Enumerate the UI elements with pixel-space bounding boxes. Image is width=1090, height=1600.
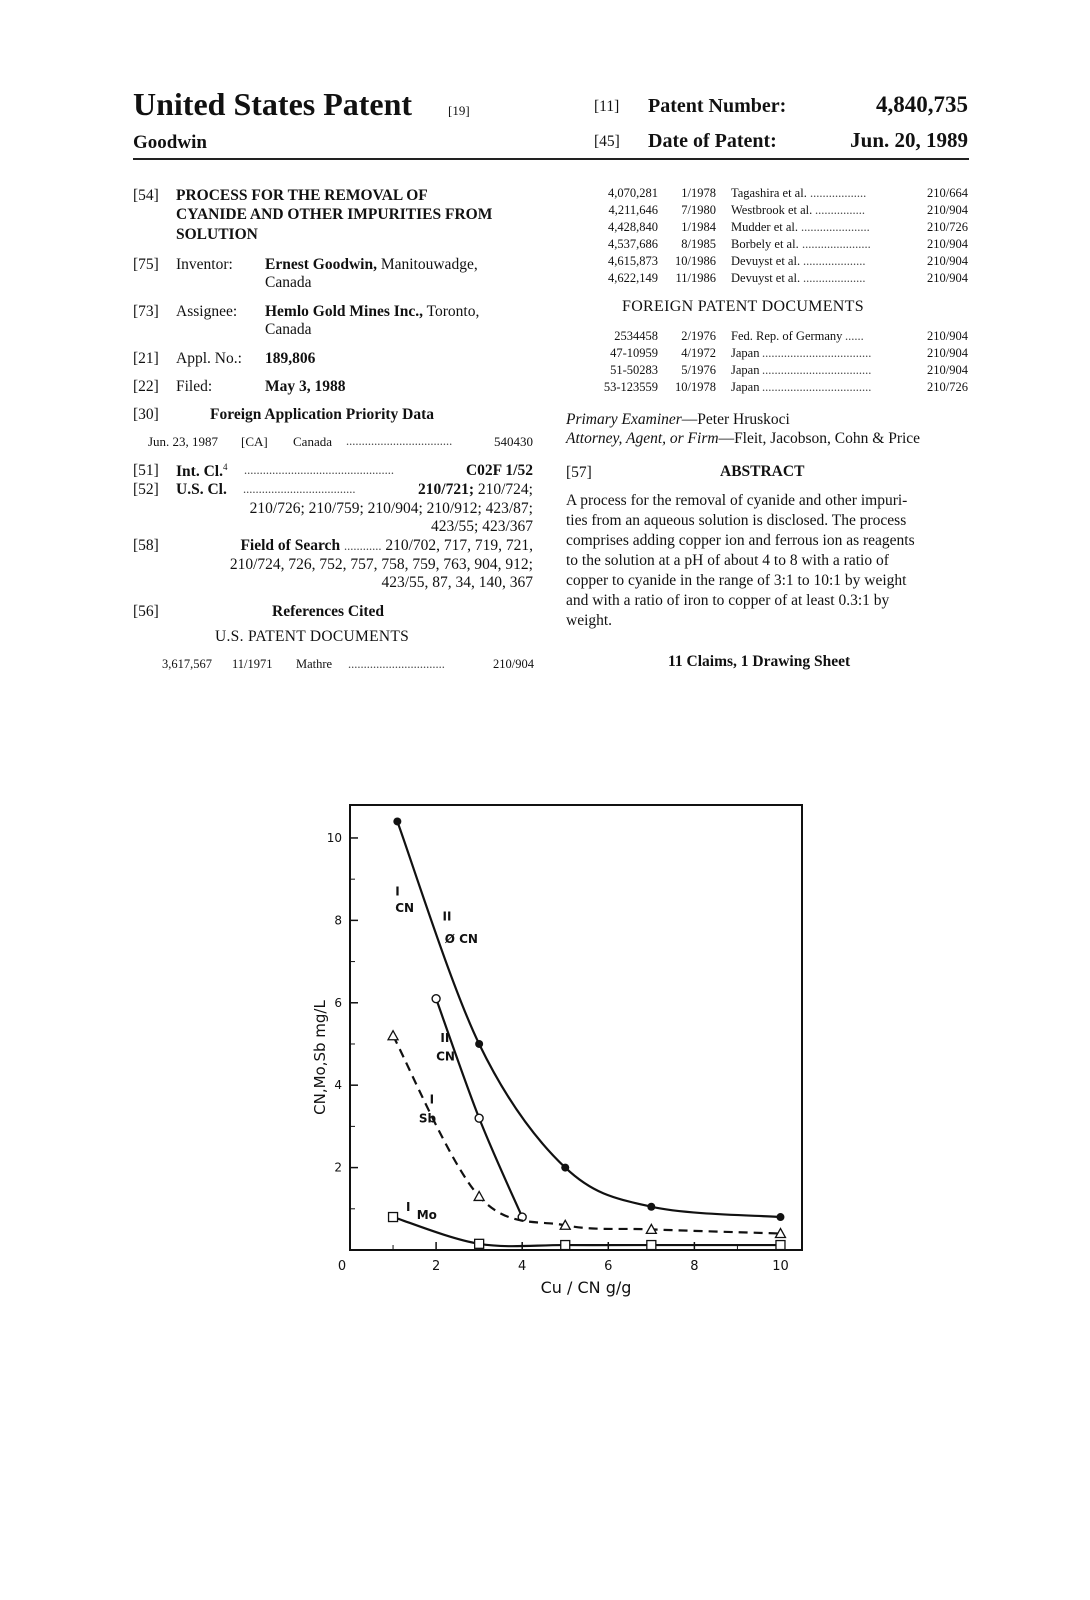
curve-annotation: Ø CN [444,932,478,947]
doc-name: Japan [731,346,760,360]
doc-dots: ................................... [762,346,872,360]
priority-country-code: [CA] [241,434,268,449]
data-point [776,1241,785,1250]
abstract-heading: ABSTRACT [720,463,805,480]
field-30-code: [30] [133,406,159,423]
inventor-label: Inventor: [176,256,233,273]
doc-name: Japan [731,380,760,394]
doc-date: 8/1985 [681,237,716,251]
doc-number: 4,211,646 [608,203,658,217]
abstract-line: and with a ratio of iron to copper of at least 0.3:1 by [566,592,890,609]
table-row [596,345,968,362]
field-52-code: [52] [133,481,159,498]
series-line-3 [393,1036,780,1234]
doc-dots: ................................... [762,363,872,377]
curve-annotation: I [395,884,400,899]
patent-number-label: Patent Number: [648,95,787,117]
field-search-label: Field of Search [240,537,341,554]
curve-annotation: Mo [416,1208,437,1223]
data-point [475,1239,484,1248]
title-code: [19] [448,103,470,118]
abstract-line: weight. [566,612,613,629]
attorney-line [566,430,920,448]
doc-date: 10/1978 [675,380,716,394]
doc-dots: .................. [810,186,867,200]
patent-date: Jun. 20, 1989 [850,128,968,152]
appl-label: Appl. No.: [176,350,242,367]
data-point [474,1191,484,1200]
filed-label: Filed: [176,378,213,395]
data-point [393,817,401,825]
date-label: Date of Patent: [648,130,777,152]
inventor-surname: Goodwin [133,132,207,153]
examiner-line [566,411,790,429]
assignee-label: Assignee: [176,303,238,320]
y-tick-label: 8 [334,913,342,928]
int-cl-value: C02F 1/52 [465,462,533,479]
priority-dots: .................................. [346,434,453,448]
doc-number: 51-50283 [610,363,658,377]
us-cl-line-1 [418,481,533,499]
y-axis-title: CN,Mo,Sb mg/L [311,1000,329,1115]
us-cl-main: 210/721; [418,481,474,498]
assignee-line-1 [265,303,479,321]
doc-number: 4,615,873 [608,254,658,268]
doc-dots: ...... [845,329,864,343]
doc-dots: ................................... [762,380,872,394]
doc-class: 210/726 [927,380,968,394]
us-cl-rest: 210/724; [474,481,533,498]
data-point [475,1040,483,1048]
abstract-line: to the solution at a pH of about 4 to 8 with a ratio of [566,552,889,569]
doc-class: 210/726 [927,220,968,234]
y-tick-label: 10 [326,830,342,845]
table-row [162,656,534,673]
doc-dots: .................... [803,271,866,285]
y-tick-label: 2 [334,1160,342,1175]
int-cl-edition: 4 [222,462,228,472]
y-tick-label: 4 [334,1078,342,1093]
doc-name: Tagashira et al. [731,186,807,200]
field-75-code: [75] [133,256,159,273]
x-tick-label: 2 [431,1259,441,1274]
inventor-country: Canada [265,274,312,291]
assignee-place: Toronto, [423,303,480,320]
field-56-code: [56] [133,603,159,620]
abstract-line: copper to cyanide in the range of 3:1 to 10:1 by weight [566,572,907,589]
header-rule [133,158,969,160]
data-point [388,1031,398,1040]
inventor-place: Manitouwadge, [376,256,478,273]
field-search-line-3: 423/55, 87, 34, 140, 367 [381,574,533,591]
us-cl-line-2: 210/726; 210/759; 210/904; 210/912; 423/87; [249,500,533,517]
doc-class: 210/904 [927,271,968,285]
origin-label: 0 [337,1259,347,1274]
attorney-name: —Fleit, Jacobson, Cohn & Price [718,430,921,447]
doc-class: 210/904 [927,237,968,251]
foreign-docs-table [596,328,968,396]
abstract-text [566,491,970,631]
table-row [596,202,968,219]
data-point [647,1203,655,1211]
refs-heading: References Cited [272,603,385,620]
x-tick-label: 10 [772,1259,789,1274]
abstract-line: A process for the removal of cyanide and other impuri- [566,492,908,509]
us-docs-heading: U.S. PATENT DOCUMENTS [215,628,410,645]
patent-number-code: [11] [594,98,620,115]
inventor-name: Ernest Goodwin, [265,256,377,273]
curve-annotation: CN [395,901,415,916]
table-row [596,379,968,396]
assignee-name: Hemlo Gold Mines Inc., [265,303,424,320]
doc-date: 10/1986 [675,254,716,268]
series-line-1 [397,821,780,1217]
doc-date: 1/1978 [681,186,716,200]
doc-number: 4,622,149 [608,271,658,285]
table-row [596,253,968,270]
doc-number: 4,070,281 [608,186,658,200]
series-line-4 [393,1217,780,1246]
doc-number: 47-10959 [610,346,658,360]
doc-dots: ............................... [348,657,445,671]
field-21-code: [21] [133,350,159,367]
examiner-name: —Peter Hruskoci [681,411,790,428]
doc-class: 210/904 [927,203,968,217]
int-cl-label: Int. Cl. [176,463,223,481]
doc-name: Westbrook et al. [731,203,813,217]
x-axis-title: Cu / CN g/g [540,1278,632,1297]
doc-date: 2/1976 [681,329,716,343]
table-row [596,362,968,379]
patent-office-title: United States Patent [133,86,413,122]
plot-frame [350,805,802,1250]
data-point [561,1164,569,1172]
date-code: [45] [594,133,620,150]
field-search-values: 210/702, 717, 719, 721, [381,537,533,554]
doc-class: 210/904 [927,254,968,268]
doc-dots: ...................... [802,237,871,251]
us-cl-label: U.S. Cl. [176,481,227,498]
priority-country: Canada [293,434,332,449]
doc-class: 210/904 [927,329,968,343]
doc-class: 210/904 [493,657,534,671]
x-tick-label: 8 [690,1259,699,1274]
y-tick-label: 6 [334,995,342,1010]
doc-dots: ................ [815,203,865,217]
table-row [596,236,968,253]
us-cl-dots: .................................... [243,482,356,496]
filed-date: May 3, 1988 [265,378,346,395]
title-line-2: CYANIDE AND OTHER IMPURITIES FROM [176,206,493,223]
doc-name: Mathre [296,657,333,671]
us-cl-line-3: 423/55; 423/367 [430,518,533,535]
doc-name: Japan [731,363,760,377]
doc-class: 210/904 [927,363,968,377]
doc-name: Borbely et al. [731,237,799,251]
curve-annotation: II [442,909,452,924]
doc-date: 7/1980 [681,203,716,217]
priority-date: Jun. 23, 1987 [148,434,219,449]
right-us-docs-table [596,185,968,287]
doc-number: 4,537,686 [608,237,658,251]
doc-date: 5/1976 [681,363,716,377]
abstract-line: comprises adding copper ion and ferrous ion as reagents [566,532,915,549]
table-row [596,270,968,287]
data-point [389,1213,398,1222]
int-cl-row [176,462,227,481]
curve-annotation: CN [436,1049,455,1064]
data-point [776,1213,784,1221]
field-54-code: [54] [133,187,159,204]
doc-date: 1/1984 [681,220,716,234]
field-57-code: [57] [566,464,592,481]
title-line-1: PROCESS FOR THE REMOVAL OF [176,187,428,204]
left-us-docs-table [162,656,534,673]
doc-number: 3,617,567 [162,657,212,671]
doc-number: 4,428,840 [608,220,658,234]
doc-date: 11/1971 [232,657,273,671]
doc-dots: .................... [803,254,866,268]
doc-name: Devuyst et al. [731,271,801,285]
curve-annotation: I [405,1199,411,1214]
table-row [596,185,968,202]
doc-date: 11/1986 [675,271,716,285]
table-row [596,328,968,345]
doc-class: 210/664 [927,186,968,200]
figure-chart [300,790,820,1310]
doc-dots: ...................... [801,220,870,234]
examiner-label: Primary Examiner [566,411,682,428]
priority-number: 540430 [494,434,533,449]
title-line-3: SOLUTION [176,226,258,243]
data-point [432,995,440,1003]
curve-annotation: I [429,1092,435,1107]
abstract-line: ties from an aqueous solution is disclosed. The process [566,512,907,529]
curve-annotation: II [440,1030,450,1045]
curve-annotation: Sb [418,1111,437,1126]
field-search-line-2: 210/724, 726, 752, 757, 758, 759, 763, 904, 912; [229,556,533,573]
data-point [561,1241,570,1250]
foreign-docs-heading: FOREIGN PATENT DOCUMENTS [622,298,864,315]
field-search-line-1 [240,537,533,555]
doc-name: Devuyst et al. [731,254,801,268]
table-row [596,219,968,236]
field-58-code: [58] [133,537,159,554]
doc-name: Fed. Rep. of Germany [731,329,843,343]
assignee-country: Canada [265,321,312,338]
doc-name: Mudder et al. [731,220,798,234]
claims-summary: 11 Claims, 1 Drawing Sheet [668,653,851,670]
x-tick-label: 4 [518,1259,527,1274]
inventor-line-1 [265,256,478,274]
int-cl-dots: ................................................ [244,463,394,477]
field-22-code: [22] [133,378,159,395]
appl-number: 189,806 [265,350,316,367]
field-51-code: [51] [133,462,159,479]
doc-date: 4/1972 [681,346,716,360]
priority-heading: Foreign Application Priority Data [210,406,435,423]
patent-number: 4,840,735 [876,92,968,117]
data-point [647,1241,656,1250]
x-tick-label: 6 [604,1259,613,1274]
attorney-label: Attorney, Agent, or Firm [566,430,719,447]
doc-number: 53-123559 [603,380,658,394]
field-search-dots: ............ [343,539,382,553]
data-point [475,1114,483,1122]
field-73-code: [73] [133,303,159,320]
doc-class: 210/904 [927,346,968,360]
doc-number: 2534458 [614,329,658,343]
